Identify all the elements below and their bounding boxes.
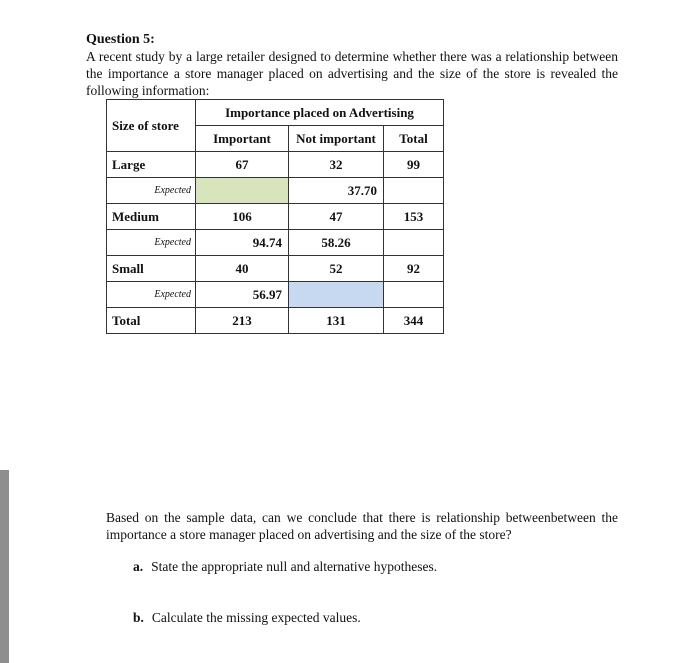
row-label: Small: [107, 256, 196, 282]
total-row: [107, 308, 444, 334]
subpart-b-marker: b.: [133, 610, 144, 625]
total-cell: 213: [196, 308, 289, 334]
table-row: [107, 152, 444, 178]
total-cell: 153: [384, 204, 444, 230]
expected-row: [107, 230, 444, 256]
empty-cell: [384, 178, 444, 204]
expected-cell: 94.74: [196, 230, 289, 256]
expected-cell: 58.26: [289, 230, 384, 256]
col-header-important: Important: [196, 126, 289, 152]
total-cell: 99: [384, 152, 444, 178]
missing-expected-cell: [196, 178, 289, 204]
expected-label: Expected: [107, 178, 196, 204]
question-prompt: Based on the sample data, can we conclude that there is relationship betweenbetween the importance a store manager placed on advertising and the size of the store?: [106, 510, 618, 542]
expected-row: [107, 178, 444, 204]
row-label: Large: [107, 152, 196, 178]
table-row: [107, 256, 444, 282]
empty-cell: [384, 230, 444, 256]
subpart-b: [133, 610, 361, 626]
subpart-a-marker: a.: [133, 559, 144, 574]
observed-cell: 106: [196, 204, 289, 230]
expected-cell: 56.97: [196, 282, 289, 308]
subpart-b-text: Calculate the missing expected values.: [151, 610, 361, 625]
subpart-a-text: State the appropriate null and alternative hypotheses.: [151, 559, 438, 574]
observed-cell: 32: [289, 152, 384, 178]
question-title: Question 5:: [86, 32, 155, 47]
question-intro: A recent study by a large retailer designed to determine whether there was a relationship between the importance a store manager placed on advertising and the size of the store is revealed the following information:: [86, 49, 618, 98]
missing-expected-cell: [289, 282, 384, 308]
expected-row: [107, 282, 444, 308]
contingency-table: [106, 99, 444, 334]
col-header-not-important: Not important: [289, 126, 384, 152]
observed-cell: 47: [289, 204, 384, 230]
expected-label: Expected: [107, 230, 196, 256]
total-cell: 92: [384, 256, 444, 282]
empty-cell: [384, 282, 444, 308]
observed-cell: 67: [196, 152, 289, 178]
grand-total-cell: 344: [384, 308, 444, 334]
observed-cell: 40: [196, 256, 289, 282]
expected-label: Expected: [107, 282, 196, 308]
observed-cell: 52: [289, 256, 384, 282]
subpart-a: [133, 559, 437, 575]
row-label: Total: [107, 308, 196, 334]
row-header-cell: Size of store: [107, 100, 196, 152]
total-cell: 131: [289, 308, 384, 334]
scroll-indicator-bar: [0, 470, 9, 663]
table-row: [107, 204, 444, 230]
row-label: Medium: [107, 204, 196, 230]
col-header-total: Total: [384, 126, 444, 152]
group-header-cell: Importance placed on Advertising: [196, 100, 444, 126]
expected-cell: 37.70: [289, 178, 384, 204]
